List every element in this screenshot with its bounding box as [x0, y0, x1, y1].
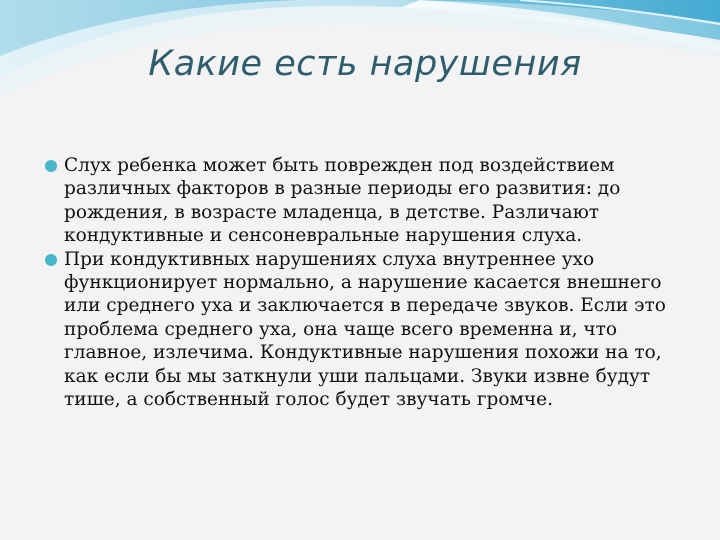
bullet-item [44, 154, 690, 248]
bullet-list [44, 154, 690, 411]
bullet-marker-icon [45, 254, 57, 266]
bullet-item [44, 248, 690, 412]
bullet-text: При кондуктивных нарушениях слуха внутреннее ухо функционирует нормально, а нарушение касается внешнего или среднего уха и заключается в передаче звуков. Если это проблема среднего уха, она чаще всего временна и, что главное, излечима. Кондуктивные нарушения похожи на то, как если бы мы заткнули уши пальцами. Звуки извне будут тише, а собственный голос будет звучать громче. [64, 248, 666, 411]
slide-title: Какие есть нарушения [148, 44, 582, 84]
bullet-text: Слух ребенка может быть поврежден под воздействием различных факторов в разные периоды его развития: до рождения, в возрасте младенца, в детстве. Различают кондуктивные и сенсоневральные нарушения слуха. [64, 155, 621, 247]
bullet-marker-icon [45, 160, 57, 172]
